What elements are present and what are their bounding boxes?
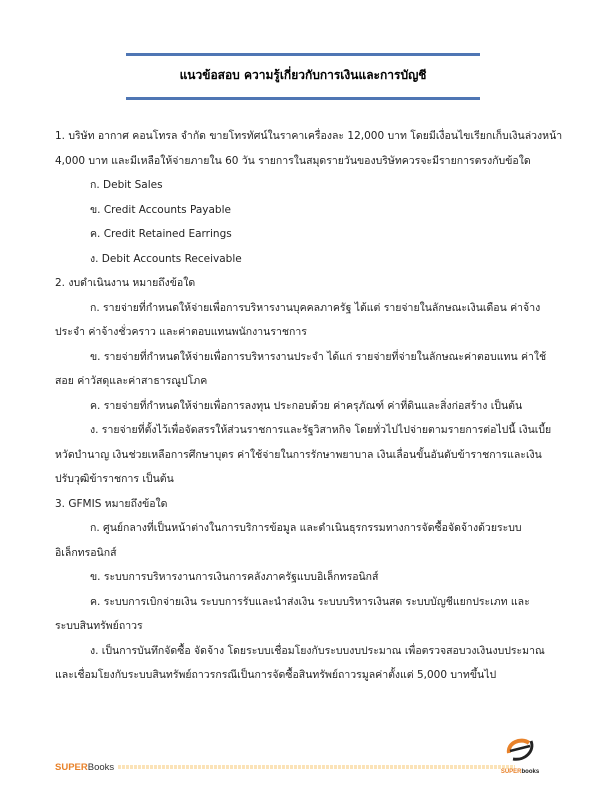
choice-c: ค. ระบบการเบิกจ่ายเงิน ระบบการรับและนำส่งเงิน ระบบบริหารเงินสด ระบบบัญชีแยกประเภท และ bbox=[90, 595, 530, 608]
choice-c-cont: ระบบสินทรัพย์ถาวร bbox=[55, 620, 143, 632]
choice-a: ก. ศูนย์กลางที่เป็นหน้าต่างในการบริการข้อมูล และดำเนินธุรกรรมทางการจัดซื้อจัดจ้างด้วยระบบ bbox=[90, 522, 522, 534]
choice-d: ง. Debit Accounts Receivable bbox=[90, 252, 242, 265]
question-text: 1. บริษัท อากาศ คอนโทรล จำกัด ขายโทรทัศน์ในราคาเครื่องละ 12,000 บาท โดยมีเงื่อนไขเรียกเก็บเงินล่วงหน้า bbox=[55, 130, 563, 142]
question-3 bbox=[55, 492, 595, 688]
choice-b: ข. ระบบการบริหารงานการเงินการคลังภาครัฐแบบอิเล็กทรอนิกส์ bbox=[90, 571, 379, 583]
logo-swirl-icon bbox=[495, 735, 545, 767]
choice-b-cont: สอย ค่าวัสดุและค่าสาธารณูปโภค bbox=[55, 375, 208, 387]
footer-dotted-rule bbox=[118, 765, 515, 769]
page-title: แนวข้อสอบ ความรู้เกี่ยวกับการเงินและการบัญชี bbox=[179, 68, 427, 82]
choice-d-cont: หวัดบำนาญ เงินช่วยเหลือการศึกษาบุตร ค่าใช้จ่ายในการรักษาพยาบาล เงินเลื่อนขั้นอันดับข้าราชการและเงิน bbox=[55, 448, 542, 461]
choice-d-cont: ปรับวุฒิข้าราชการ เป็นต้น bbox=[55, 473, 174, 485]
choice-d: ง. เป็นการบันทึกจัดซื้อ จัดจ้าง โดยระบบเชื่อมโยงกับระบบงบประมาณ เพื่อตรวจสอบวงเงินงบประมาณ bbox=[90, 644, 545, 657]
choice-b: ข. รายจ่ายที่กำหนดให้จ่ายเพื่อการบริหารงานประจำ ได้แก่ รายจ่ายที่จ่ายในลักษณะค่าตอบแทน ค่าใช้ bbox=[90, 350, 547, 363]
superbooks-logo: SUPERbooks bbox=[495, 735, 545, 775]
choice-a: ก. Debit Sales bbox=[90, 179, 163, 191]
question-text: 4,000 บาท และมีเหลือให้จ่ายภายใน 60 วัน รายการในสมุดรายวันของบริษัทควรจะมีรายการตรงกับข้อใด bbox=[55, 154, 531, 167]
question-1 bbox=[55, 124, 595, 271]
choice-a-cont: ประจำ ค่าจ้างชั่วคราว และค่าตอบแทนพนักงานราชการ bbox=[55, 326, 307, 338]
question-list bbox=[55, 124, 595, 688]
choice-a-cont: อิเล็กทรอนิกส์ bbox=[55, 546, 117, 559]
question-2 bbox=[55, 271, 595, 492]
choice-d: ง. รายจ่ายที่ตั้งไว้เพื่อจัดสรรให้ส่วนราชการและรัฐวิสาหกิจ โดยทั่วไปไปจ่ายตามรายการต่อไปนี้ เงินเบี้ย bbox=[90, 424, 552, 436]
question-text: 2. งบดำเนินงาน หมายถึงข้อใด bbox=[55, 277, 196, 289]
footer-brand: SUPERBooks bbox=[55, 761, 115, 773]
choice-b: ข. Credit Accounts Payable bbox=[90, 203, 231, 216]
title-rule-bottom bbox=[126, 97, 480, 100]
choice-c: ค. Credit Retained Earrings bbox=[90, 228, 232, 240]
choice-d-cont: และเชื่อมโยงกับระบบสินทรัพย์ถาวรกรณีเป็นการจัดซื้อสินทรัพย์ถาวรมูลค่าตั้งแต่ 5,000 บาทขึ้นไป bbox=[55, 669, 497, 681]
page-footer bbox=[55, 760, 515, 774]
question-text: 3. GFMIS หมายถึงข้อใด bbox=[55, 497, 168, 510]
choice-c: ค. รายจ่ายที่กำหนดให้จ่ายเพื่อการลงทุน ประกอบด้วย ค่าครุภัณฑ์ ค่าที่ดินและสิ่งก่อสร้าง เป็นต้น bbox=[90, 399, 523, 412]
title-rule-top bbox=[126, 53, 480, 56]
choice-a: ก. รายจ่ายที่กำหนดให้จ่ายเพื่อการบริหารงานบุคคลภาครัฐ ได้แต่ รายจ่ายในลักษณะเงินเดือน ค่าจ้าง bbox=[90, 301, 541, 314]
